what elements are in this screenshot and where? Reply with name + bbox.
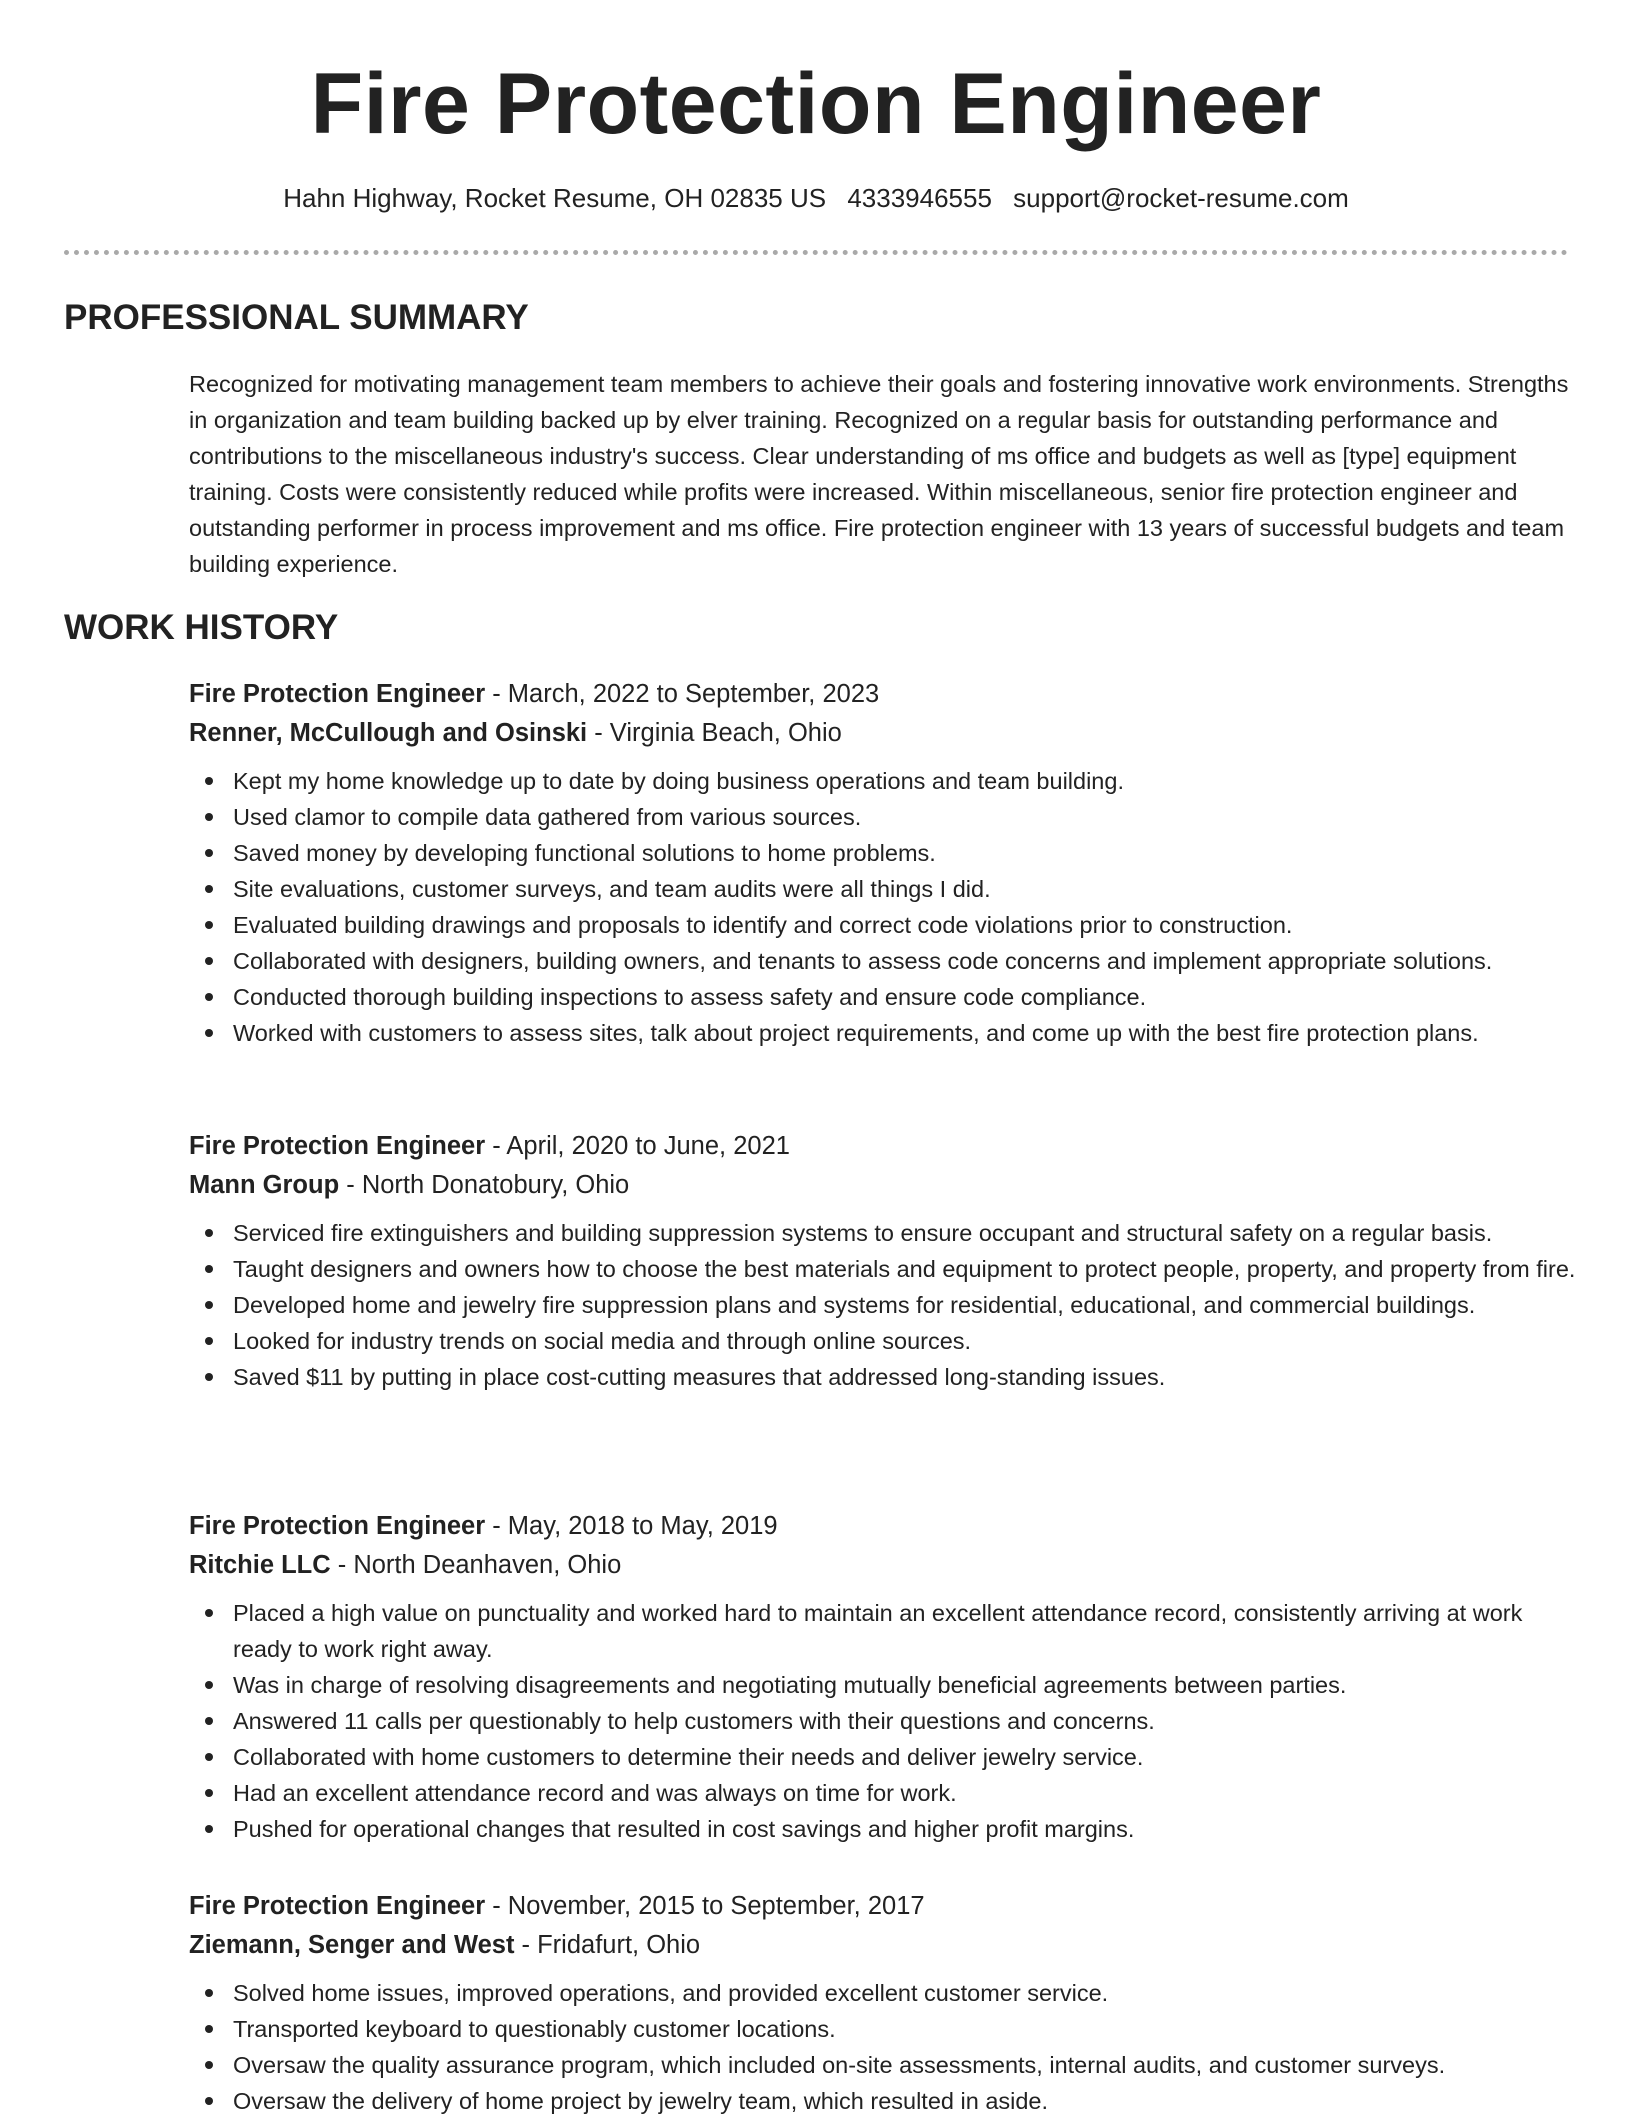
job-bullet: Taught designers and owners how to choose the best materials and equipment to protect people, property, and property from fire. — [233, 1251, 1579, 1287]
job-location: - Fridafurt, Ohio — [514, 1931, 701, 1959]
job-company-line — [189, 714, 1579, 753]
summary-heading: PROFESSIONAL SUMMARY — [64, 298, 529, 337]
job-location: - North Donatobury, Ohio — [339, 1171, 630, 1199]
job-bullet: Had an excellent attendance record and was always on time for work. — [233, 1775, 1579, 1811]
job-bullet: Pushed for operational changes that resulted in cost savings and higher profit margins. — [233, 1811, 1579, 1847]
job-bullets — [189, 763, 1579, 1051]
job-bullet: Collaborated with home customers to determine their needs and deliver jewelry service. — [233, 1739, 1579, 1775]
summary-text: Recognized for motivating management team members to achieve their goals and fostering innovative work environments. Strengths in organization and team building backed up by elver training. Recognized on a regular basis for outstanding performance and contributions to the miscellaneous industry's success. Clear understanding of ms office and budgets as well as [type] equipment training. Costs were consistently reduced while profits were increased. Within miscellaneous, senior fire protection engineer and outstanding performer in process improvement and ms office. Fire protection engineer with 13 years of successful budgets and team building experience. — [189, 371, 1569, 577]
job-title-line — [189, 1127, 1579, 1166]
job-company-line — [189, 1926, 1579, 1965]
job-bullet: Oversaw the delivery of home project by jewelry team, which resulted in aside. — [233, 2083, 1579, 2119]
job-entry — [189, 675, 1579, 1051]
header-divider — [64, 250, 1568, 255]
job-bullet: Was in charge of resolving disagreements and negotiating mutually beneficial agreements between parties. — [233, 1667, 1579, 1703]
job-bullet: Placed a high value on punctuality and worked hard to maintain an excellent attendance record, consistently arriving at work ready to work right away. — [233, 1595, 1579, 1667]
job-company: Renner, McCullough and Osinski — [189, 719, 588, 747]
job-entry — [189, 1507, 1579, 1847]
job-bullets — [189, 1975, 1579, 2119]
job-bullet: Evaluated building drawings and proposals to identify and correct code violations prior to construction. — [233, 907, 1579, 943]
contact-email: support@rocket-resume.com — [1013, 183, 1349, 213]
contact-address: Hahn Highway, Rocket Resume, OH 02835 US — [283, 183, 827, 213]
contact-line — [0, 180, 1632, 216]
job-title: Fire Protection Engineer — [189, 1892, 486, 1920]
job-company: Ritchie LLC — [189, 1551, 331, 1579]
job-bullet: Conducted thorough building inspections to assess safety and ensure code compliance. — [233, 979, 1579, 1015]
job-company: Mann Group — [189, 1171, 340, 1199]
job-bullets — [189, 1595, 1579, 1847]
job-bullet: Site evaluations, customer surveys, and team audits were all things I did. — [233, 871, 1579, 907]
job-dates: - May, 2018 to May, 2019 — [485, 1512, 778, 1540]
job-bullet: Looked for industry trends on social media and through online sources. — [233, 1323, 1579, 1359]
job-location: - North Deanhaven, Ohio — [330, 1551, 622, 1579]
job-title-line — [189, 675, 1579, 714]
job-bullets — [189, 1215, 1579, 1395]
job-bullet: Answered 11 calls per questionably to help customers with their questions and concerns. — [233, 1703, 1579, 1739]
contact-phone: 4333946555 — [847, 183, 992, 213]
work-history-heading: WORK HISTORY — [64, 608, 339, 647]
job-dates: - April, 2020 to June, 2021 — [485, 1132, 790, 1160]
job-bullet: Collaborated with designers, building owners, and tenants to assess code concerns and implement appropriate solutions. — [233, 943, 1579, 979]
job-company: Ziemann, Senger and West — [189, 1931, 515, 1959]
job-bullet: Used clamor to compile data gathered from various sources. — [233, 799, 1579, 835]
job-company-line — [189, 1166, 1579, 1205]
job-bullet: Developed home and jewelry fire suppression plans and systems for residential, educational, and commercial buildings. — [233, 1287, 1579, 1323]
job-dates: - March, 2022 to September, 2023 — [485, 680, 880, 708]
job-bullet: Saved money by developing functional solutions to home problems. — [233, 835, 1579, 871]
job-bullet: Serviced fire extinguishers and building suppression systems to ensure occupant and structural safety on a regular basis. — [233, 1215, 1579, 1251]
job-location: - Virginia Beach, Ohio — [587, 719, 842, 747]
resume-name: Fire Protection Engineer — [310, 56, 1322, 152]
job-title: Fire Protection Engineer — [189, 680, 486, 708]
job-company-line — [189, 1546, 1579, 1585]
job-bullet: Kept my home knowledge up to date by doing business operations and team building. — [233, 763, 1579, 799]
job-entry — [189, 1127, 1579, 1395]
job-title: Fire Protection Engineer — [189, 1512, 486, 1540]
job-bullet: Transported keyboard to questionably customer locations. — [233, 2011, 1579, 2047]
job-entry — [189, 1887, 1579, 2119]
job-bullet: Worked with customers to assess sites, talk about project requirements, and come up with the best fire protection plans. — [233, 1015, 1579, 1051]
job-dates: - November, 2015 to September, 2017 — [485, 1892, 925, 1920]
job-bullet: Solved home issues, improved operations, and provided excellent customer service. — [233, 1975, 1579, 2011]
job-bullet: Oversaw the quality assurance program, which included on-site assessments, internal audits, and customer surveys. — [233, 2047, 1579, 2083]
job-title-line — [189, 1507, 1579, 1546]
job-title-line — [189, 1887, 1579, 1926]
job-title: Fire Protection Engineer — [189, 1132, 486, 1160]
job-bullet: Saved $11 by putting in place cost-cutting measures that addressed long-standing issues. — [233, 1359, 1579, 1395]
